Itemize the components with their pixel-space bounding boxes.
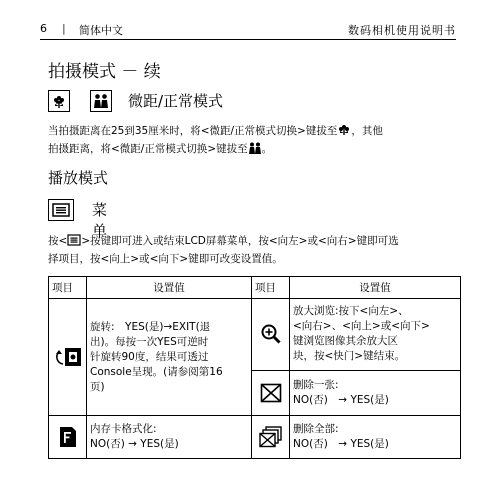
header-rule	[40, 39, 456, 40]
table-header: 设置值	[87, 277, 252, 299]
menu-title: 菜单	[92, 201, 108, 240]
menu-paragraph	[48, 232, 458, 268]
rotate-line: 旋转: YES(是)→EXIT(退	[90, 320, 211, 333]
menu-list-icon	[48, 199, 74, 221]
menu-list-icon	[67, 234, 81, 246]
delete-all-line: 删除全部:	[293, 423, 339, 435]
para-text-2: ，其他	[351, 125, 383, 137]
table-header: 项目	[49, 277, 87, 299]
rotate-setting-cell	[87, 299, 252, 416]
page-header	[40, 22, 456, 40]
format-line: 内存卡格式化:	[90, 423, 157, 435]
para-text-4: 。	[261, 143, 273, 155]
delete-all-icon-cell	[252, 416, 290, 459]
macro-flower-icon	[48, 90, 70, 112]
table-row	[49, 299, 461, 371]
header-language: 简体中文	[79, 24, 123, 37]
rotate-icon	[53, 344, 83, 370]
delete-all-setting-cell	[290, 416, 461, 459]
delete-one-icon	[260, 383, 282, 403]
zoom-line: 键浏览图像其余放大区	[293, 335, 398, 348]
zoom-line: 块，按<快门>键结束。	[293, 350, 406, 363]
portrait-people-icon	[90, 90, 112, 112]
rotate-line: 页)	[90, 380, 105, 393]
macro-flower-icon	[337, 124, 351, 136]
portrait-people-icon	[248, 142, 262, 154]
para-text-1: 当拍摄距离在25到35厘米时，将<微距/正常模式切换>键拔至	[48, 125, 338, 137]
delete-one-line: 删除一张:	[293, 378, 339, 391]
rotate-icon-cell	[49, 299, 87, 416]
table-header: 项目	[252, 277, 290, 299]
format-setting-cell	[87, 416, 252, 459]
table-row	[49, 416, 461, 459]
para-text-3: 拍摄距离，将<微距/正常模式切换>键拔至	[48, 143, 248, 155]
zoom-line: 放大浏览:按下<向左>、	[293, 305, 409, 318]
header-separator: |	[62, 22, 66, 35]
zoom-magnifier-icon	[260, 323, 282, 345]
format-card-icon	[59, 426, 77, 448]
rotate-line: 出)。每按一次YES可逆时	[90, 335, 209, 348]
delete-one-line: NO(否) → YES(是)	[293, 393, 389, 406]
zoom-setting-cell	[290, 299, 461, 371]
playback-title: 播放模式	[48, 169, 109, 187]
format-icon-cell	[49, 416, 87, 459]
menu-text-3: 择项目，按<向上>或<向下>键即可改变设置值。	[48, 253, 283, 265]
table-header-row	[49, 277, 461, 299]
format-line: NO(否) → YES(是)	[90, 438, 179, 450]
table-header: 设置值	[290, 277, 461, 299]
rotate-line: 针旋转90度，结果可透过	[90, 350, 209, 363]
delete-one-icon-cell	[252, 370, 290, 415]
zoom-icon-cell	[252, 299, 290, 371]
delete-all-icon	[259, 426, 283, 448]
menu-text-1: 按<	[48, 235, 68, 247]
delete-all-line: NO(否) → YES(是)	[293, 438, 389, 450]
settings-table	[48, 276, 461, 459]
macro-mode-title: 微距/正常模式	[128, 92, 224, 110]
delete-one-setting-cell	[290, 370, 461, 415]
macro-paragraph	[48, 122, 458, 158]
rotate-line: Console呈现。(请参阅第16	[90, 365, 223, 378]
menu-text-2: >按键即可进入或结束LCD屏幕菜单，按<向左>或<向右>键即可选	[81, 235, 399, 247]
header-book-title: 数码相机使用说明书	[348, 24, 456, 37]
zoom-line: <向右>、<向上>或<向下>	[293, 320, 430, 333]
page-number: 6	[40, 22, 47, 35]
section-title: 拍摄模式 － 续	[48, 62, 161, 82]
